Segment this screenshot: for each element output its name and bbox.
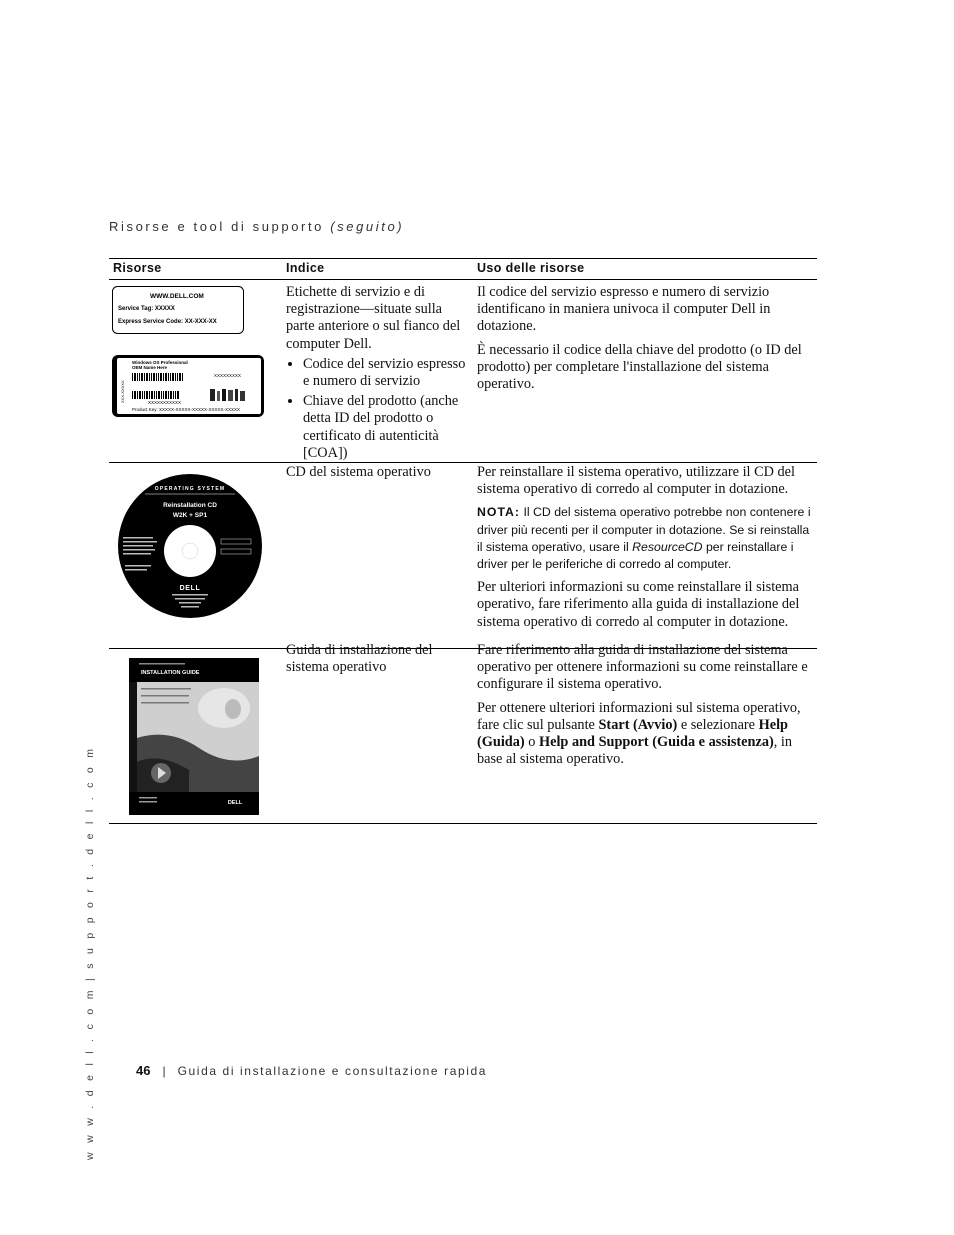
usage-text: , in base al sistema operativo. bbox=[477, 734, 793, 768]
note-text: Il CD del sistema operativo potrebbe non contenere i driver più recenti per il computer in dotazione. Se si reinstalla il sistema operativo, usare il bbox=[477, 505, 811, 554]
header-indice: Indice bbox=[286, 261, 325, 275]
coa-os-line1: Windows OS Professional bbox=[132, 360, 188, 365]
header-risorse: Risorse bbox=[113, 261, 162, 275]
usage-paragraph: È necessario il codice della chiave del prodotto (o ID del prodotto) per completare l'installazione del sistema operativo. bbox=[477, 341, 802, 393]
footer-title: Guida di installazione e consultazione rapida bbox=[177, 1064, 488, 1078]
index-cell-labels bbox=[286, 284, 468, 465]
service-tag-label-image bbox=[112, 286, 244, 334]
usage-text: o bbox=[528, 734, 536, 751]
note-text-end: per reinstallare i driver per le periferiche di corredo al computer. bbox=[477, 539, 794, 572]
page-number: 46 bbox=[136, 1063, 151, 1078]
usage-paragraph: Per ulteriori informazioni su come reinstallare il sistema operativo, fare riferimento alla guida di installazione del sistema operativo di corredo al computer in dotazione. bbox=[477, 579, 800, 630]
usage-paragraph: Fare riferimento alla guida di installazione del sistema operativo per ottenere informazioni su come reinstallare e configurare il sistema operativo. bbox=[477, 642, 808, 693]
coa-code-side: XXX-XXXXX bbox=[120, 380, 125, 403]
heading-continued: (seguito) bbox=[330, 219, 405, 234]
index-intro: Etichette di servizio e di registrazione—situate sulla parte anteriore o sul fianco del computer Dell. bbox=[286, 284, 461, 352]
cd-band: OPERATING SYSTEM bbox=[154, 486, 226, 492]
os-cd-image bbox=[117, 473, 263, 619]
section-heading bbox=[109, 219, 404, 234]
coa-os-line2: OEM Name Here bbox=[132, 365, 168, 370]
usage-cell-cd bbox=[477, 464, 817, 637]
usage-text: e selezionare bbox=[680, 716, 756, 733]
usage-paragraph: Per reinstallare il sistema operativo, utilizzare il CD del sistema operativo di corredo al computer in dotazione. bbox=[477, 464, 796, 498]
index-bullet-product-key: • Chiave del prodotto (anche detta ID del prodotto o certificato di autenticità [COA]) bbox=[303, 393, 468, 462]
coa-code-right: XXXXXXXXX bbox=[214, 373, 242, 378]
index-os-cd: CD del sistema operativo bbox=[286, 464, 431, 480]
service-label-express: Express Service Code: XX-XXX-XX bbox=[118, 319, 217, 325]
table-row bbox=[109, 642, 817, 824]
note-paragraph bbox=[477, 504, 817, 573]
coa-hologram bbox=[208, 388, 248, 402]
cd-dell-logo: DELL bbox=[179, 585, 201, 592]
service-label-tag: Service Tag: XXXXX bbox=[118, 306, 175, 312]
note-label: NOTA: bbox=[477, 505, 521, 520]
index-bullet-service: • Codice del servizio espresso e numero di servizio bbox=[303, 356, 468, 390]
index-bullet-list bbox=[286, 356, 468, 462]
service-label-url: WWW.DELL.COM bbox=[150, 293, 204, 300]
coa-product-key: Product Key: XXXXX-XXXXX-XXXXX-XXXXX-XXXXX bbox=[132, 407, 241, 412]
guide-dell-logo: DELL bbox=[227, 800, 243, 806]
cd-title: Reinstallation CD bbox=[163, 502, 217, 509]
resources-table bbox=[109, 258, 817, 824]
usage-cell-guide bbox=[477, 642, 817, 774]
table-row bbox=[109, 463, 817, 649]
start-button-ref: Start (Avvio) bbox=[598, 716, 678, 733]
installation-guide-image bbox=[129, 658, 259, 815]
table-row bbox=[109, 280, 817, 463]
page-footer bbox=[136, 1062, 487, 1080]
heading-title: Risorse e tool di supporto bbox=[109, 219, 325, 234]
usage-cell-labels bbox=[477, 284, 817, 399]
help-support-ref: Help and Support (Guida e assistenza) bbox=[538, 734, 774, 751]
index-install-guide: Guida di installazione del sistema operativo bbox=[286, 642, 433, 676]
side-url-text: w w w . d e l l . c o m | s u p p o r t . d e l l . c o m bbox=[84, 745, 96, 1160]
footer-separator: | bbox=[162, 1064, 166, 1078]
usage-text: Per ottenere ulteriori informazioni sul sistema operativo, fare clic sul pulsante bbox=[477, 699, 801, 733]
usage-paragraph bbox=[477, 700, 817, 769]
header-uso: Uso delle risorse bbox=[477, 261, 585, 275]
note-italic: ResourceCD bbox=[632, 539, 703, 554]
guide-title: INSTALLATION GUIDE bbox=[141, 670, 200, 676]
cd-version: W2K + SP1 bbox=[172, 512, 208, 519]
coa-label-image bbox=[112, 355, 264, 417]
table-header-row bbox=[109, 258, 817, 280]
coa-code-mid: XXXXXXXXXXX bbox=[148, 400, 182, 405]
usage-paragraph: Il codice del servizio espresso e numero di servizio identificano in maniera univoca il computer Dell in dotazione. bbox=[477, 284, 771, 335]
help-ref: Help (Guida) bbox=[477, 716, 788, 751]
